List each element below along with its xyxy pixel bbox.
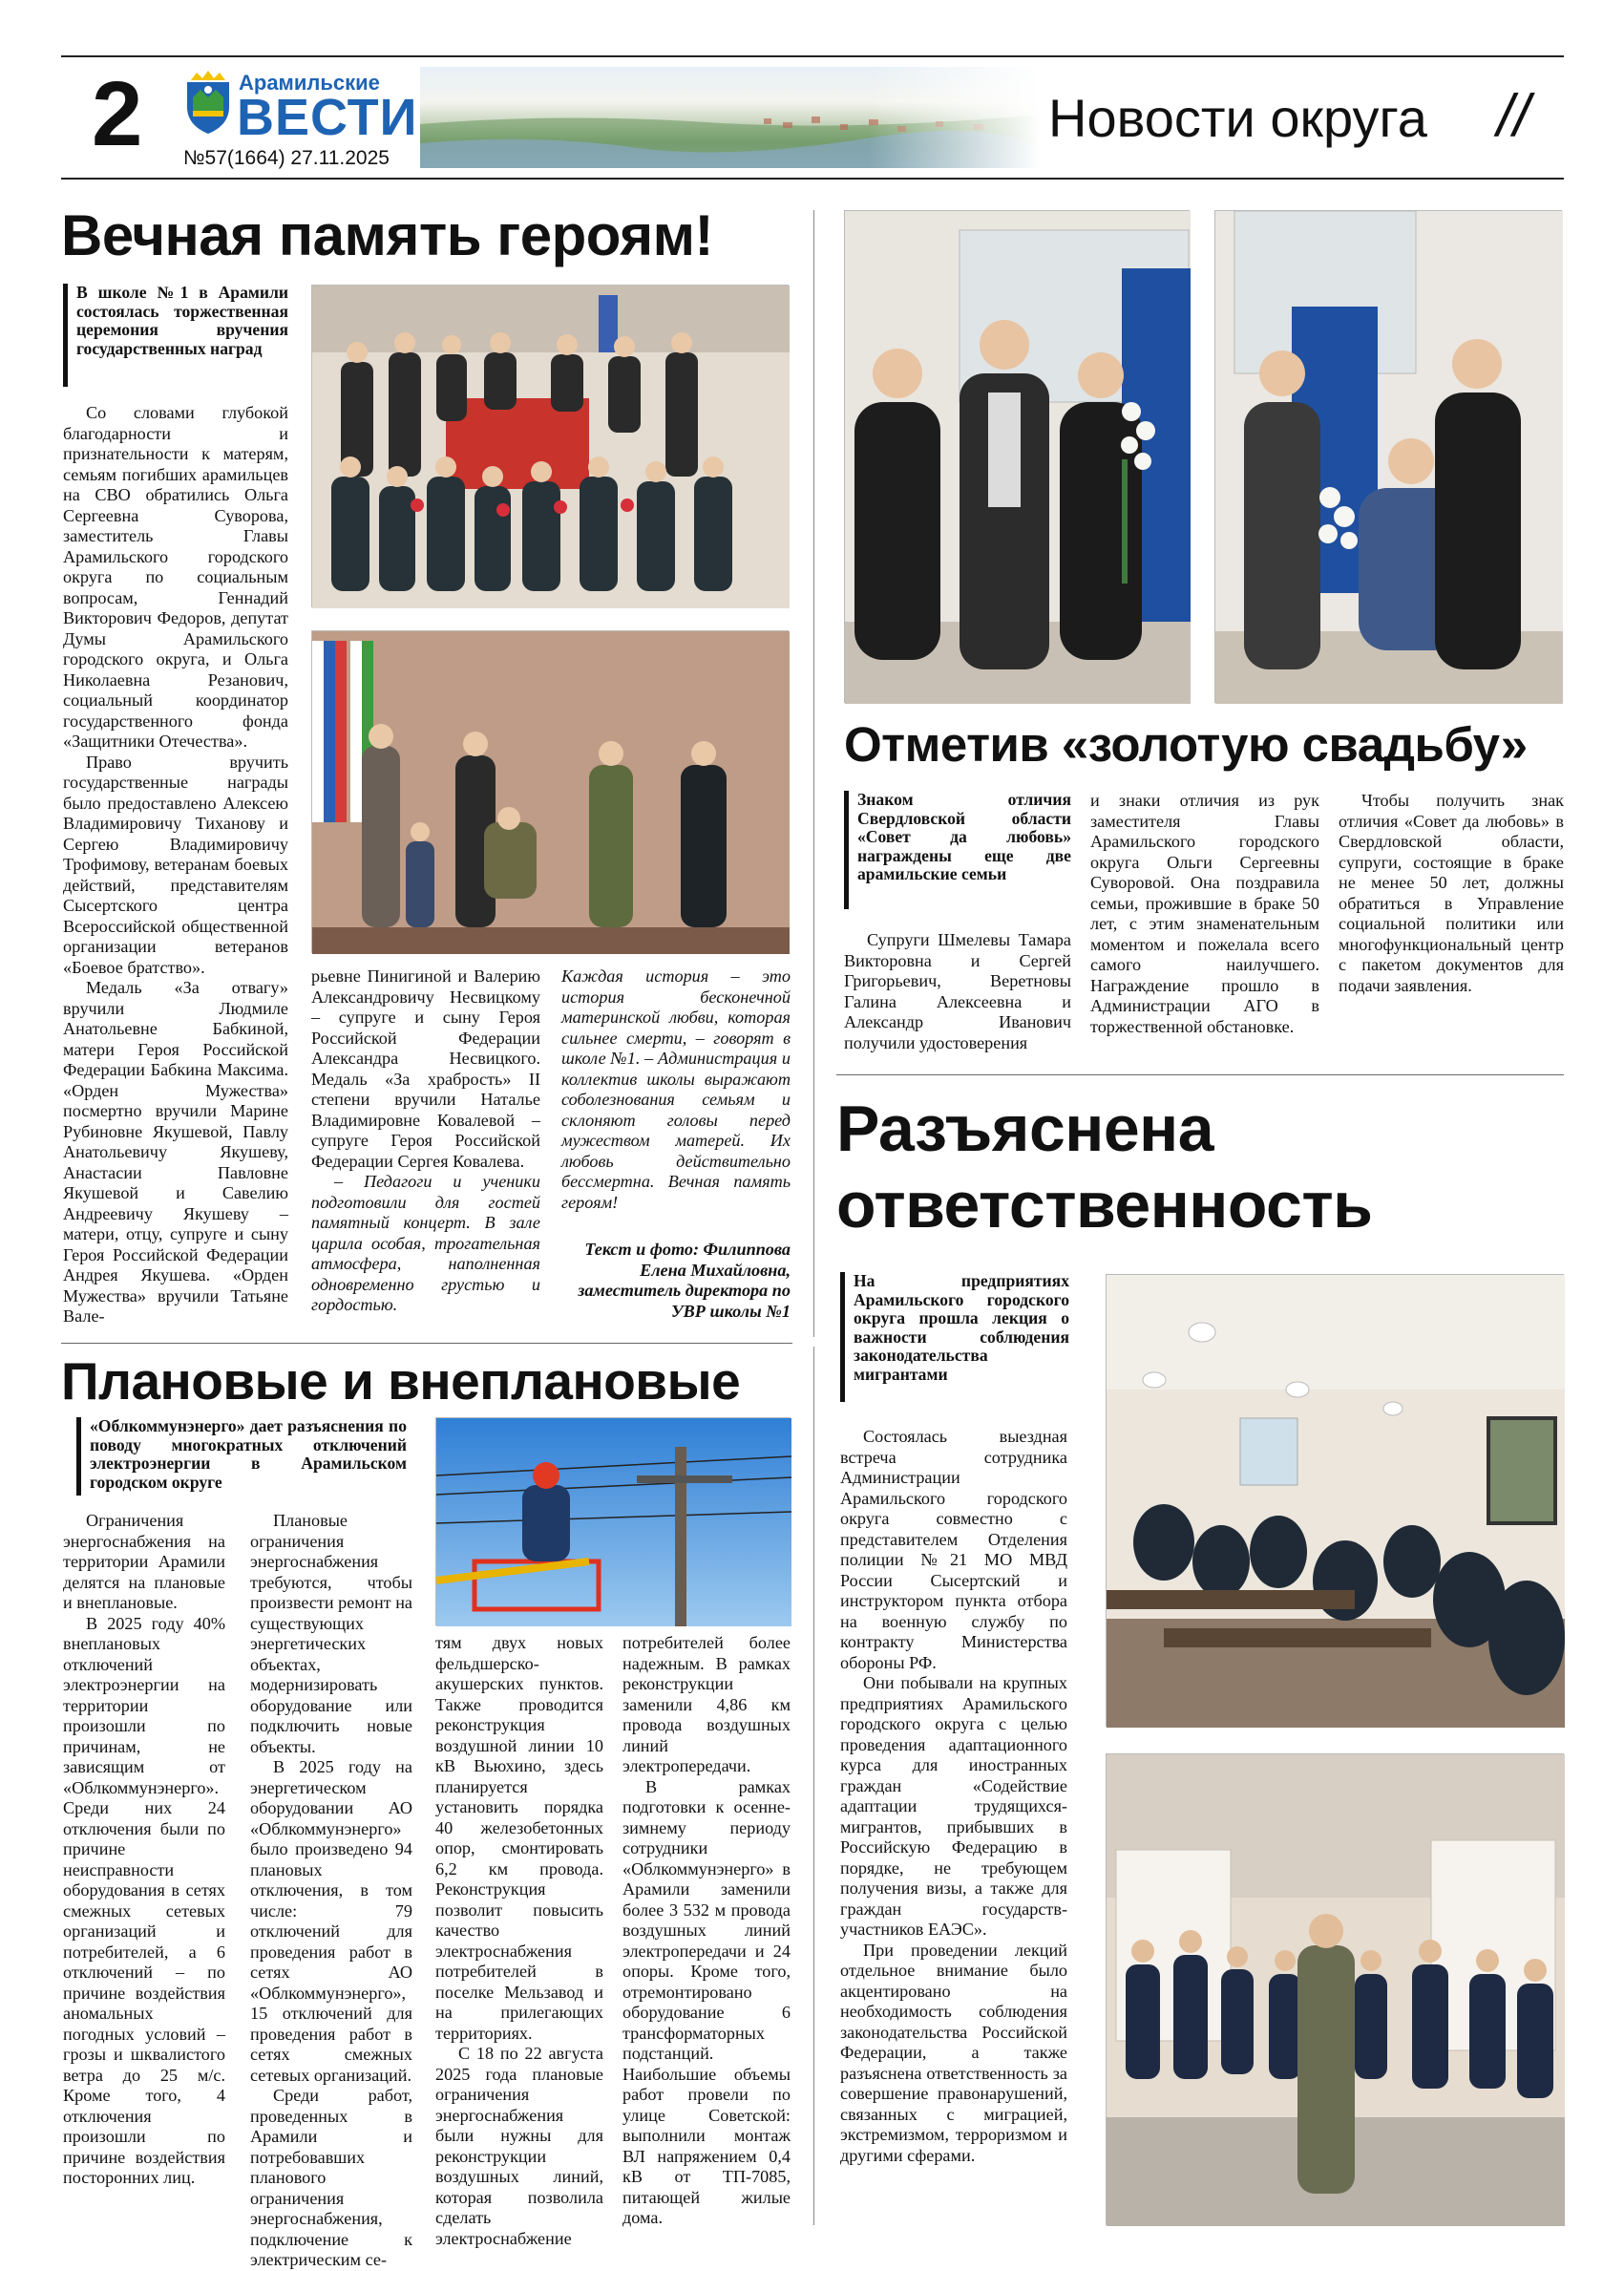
article4-headline-line1: Разъяснена: [836, 1093, 1214, 1165]
award-ceremony-group-photo: [311, 285, 789, 607]
article3-divider: [813, 1347, 814, 2225]
article3-col1: [63, 1511, 225, 2227]
article3-col1-p1: Ограничения энергоснабжения на территории Арамили делятся на плановые и внеплановые.: [63, 1511, 225, 1612]
golden-wedding-photo-1: [844, 210, 1190, 703]
article4-lead: На предприятиях Арамильского городского округа прошла лекция о важности соблюдения законодательства мигрантами: [840, 1272, 1069, 1402]
power-line-drawing: [436, 1418, 791, 1626]
top-rule: [61, 55, 1564, 57]
issue-info: №57(1664) 27.11.2025: [183, 147, 390, 169]
article1-col1-p1: Со словами глубокой благодарности и признательности к матерям, семьям погибших арамильцев на СВО обратились Ольга Сергеевна Суворова, заместитель Главы Арамильского городского округа по социальным вопросам, Геннадий Викторович Федоров, депутат Думы Арамильского городского округа, и Ольга Николаевна Резанович, социальный координатор государственного фонда «Защитники Отечества».: [63, 403, 288, 751]
article1-signature: Текст и фото: Филиппова Елена Михайловна, заместитель директора по УВР школы №1: [578, 1240, 791, 1321]
article3-col2-p2: В 2025 году на энергетическом оборудовании АО «Облкоммунэнерго» было произведено 94 плановых отключения, в том числе: 79 отключений для проведения работ в сетях АО «Облкоммунэнерго», 15 отключений для проведения работ в сетях смежных сетевых организаций.: [250, 1757, 412, 2085]
power-line-repair-photo: [435, 1417, 791, 1625]
lecture-hall-photo: [1106, 1274, 1564, 1727]
masthead-landscape-photo: [420, 67, 1041, 168]
article3-col3: [435, 1633, 603, 2248]
group-photo-drawing: [312, 286, 790, 608]
article1-lead: В школе №1 в Арамили состоялась торжественная церемония вручения государственных наград: [63, 284, 288, 387]
golden-wedding-drawing-2: [1215, 211, 1563, 704]
article3-headline: Плановые и внеплановые: [61, 1351, 741, 1411]
article2-col3-p1: Чтобы получить знак отличия «Совет да любовь» в Свердловской области, супруги, состоящие в браке не менее 50 лет, должны обратиться в Управление социальной политики или многофункциональный центр с пакетом документов для подачи заявления.: [1339, 791, 1564, 995]
article4-col1-p2: Они побывали на крупных предприятиях Арамильского городского округа с целью проведения адаптационного курса для иностранных граждан «Содействие адаптации трудящихся-мигрантов, прибывших в Российскую Федерацию в порядке, не требующем получения визы, а также для граждан государств-участников ЕАЭС».: [840, 1673, 1067, 1939]
golden-wedding-drawing-1: [845, 211, 1191, 704]
golden-wedding-photo-2: [1214, 210, 1562, 703]
article2-headline: Отметив «золотую свадьбу»: [844, 717, 1528, 772]
page-number: 2: [92, 63, 143, 165]
article1-headline: Вечная память героям!: [61, 203, 714, 267]
article2-lead: Знаком отличия Свердловской области «Совет да любовь» награждены еще две арамильские семьи: [844, 791, 1071, 909]
article4-col1-p3: При проведении лекций отдельное внимание было акцентировано на необходимость соблюдения законодательства Российской Федерации, а также разъяснена ответственность за совершение правонарушений, связанных с миграцией, экстремизмом, терроризмом и другими сферами.: [840, 1940, 1067, 2165]
article3-col4: [622, 1633, 791, 2225]
coat-of-arms-icon: [183, 69, 233, 136]
warehouse-lecture-photo: [1106, 1753, 1564, 2225]
article4-col1: [840, 1427, 1067, 2229]
presentation-photo-drawing: [312, 631, 790, 954]
article3-col2-p3: Среди работ, проведенных в Арамили и потребовавших планового ограничения энергоснабжения, подключение к электрическим се-: [250, 2086, 412, 2269]
section-title: Новости округа: [1048, 88, 1427, 148]
article2-col2: [1090, 791, 1319, 1058]
masthead-bottom-rule: [61, 178, 1564, 180]
section-mark: //: [1497, 83, 1530, 149]
article3-col4-p1: потребителей более надежным. В рамках реконструкции заменили 4,86 км провода воздушных линий электропередачи.: [622, 1633, 791, 1775]
article1-col3: [561, 966, 791, 1331]
article2-col1: [844, 930, 1071, 1054]
award-presentation-photo: [311, 630, 789, 953]
newspaper-logo: [183, 69, 418, 146]
article1-col1: [63, 403, 288, 1329]
lecture-hall-drawing: [1107, 1275, 1565, 1728]
article4-col1-p1: Состоялась выездная встреча сотрудника Администрации Арамильского городского округа совместно с представителем Отделения полиции №21 МО МВД России Сысертский и инструктором пункта отбора на военную службу по контракту Министерства обороны РФ.: [840, 1427, 1067, 1672]
article3-col2: [250, 1511, 412, 2269]
warehouse-lecture-drawing: [1107, 1754, 1565, 2226]
article1-col2-p1: рьевне Пинигиной и Валерию Александровичу Несвицкому – супруге и сыну Героя Российской Федерации Александра Несвицкого. Медаль «За храбрость» II степени вручили Наталье Владимировне Ковалевой – супруге Героя Российской Федерации Сергея Ковалева.: [311, 966, 540, 1171]
article2-col1-p1: Супруги Шмелевы Тамара Викторовна и Сергей Григорьевич, Веретновы Галина Алексеевна и Александр Иванович получили удостоверения: [844, 930, 1071, 1052]
article2-bottom-rule: [836, 1074, 1564, 1075]
article1-bottom-rule: [61, 1343, 792, 1344]
article3-col3-p2: С 18 по 22 августа 2025 года плановые ограничения энергоснабжения были нужны для реконструкции воздушных линий, которая позволила сделать электроснабжение: [435, 2044, 603, 2248]
logo-top-text: Арамильские: [239, 71, 380, 95]
article3-col2-p1: Плановые ограничения энергоснабжения требуются, чтобы произвести ремонт на существующих энергетических объектах, модернизировать оборудование или подключить новые объекты.: [250, 1511, 412, 1756]
article4-headline-line2: ответственность: [836, 1169, 1373, 1242]
article2-col3: [1339, 791, 1564, 1058]
article1-col1-p2: Право вручить государственные награды было предоставлено Алексею Владимировичу Тиханову и Сергею Владимировичу Трофимову, ветеранам боевых действий, представителям Сысертского центра Всероссийской общественной организации ветеранов «Боевое братство».: [63, 752, 288, 977]
article1-col2: [311, 966, 540, 1329]
article3-col1-p2: В 2025 году 40% внеплановых отключений электроэнергии на территории произошли по причинам, не зависящим от «Облкоммунэнерго». Среди них 24 отключения были по причине неисправности оборудования в сетях смежных сетевых организаций и потребителей, а 6 отключений – по причине воздействия аномальных погодных условий – грозы и шквалистого ветра до 25 м/с. Кроме того, 4 отключения произошли по причине воздействия посторонних лиц.: [63, 1613, 225, 2187]
article1-col2-p2: – Педагоги и ученики подготовили для гостей памятный концерт. В зале царила особая, трогательная атмосфера, наполненная одновременно грустью и гордостью.: [311, 1172, 540, 1314]
article2-col2-p1: и знаки отличия из рук заместителя Главы Арамильского городского округа Ольги Сергеевны Суворовой. Она поздравила семьи, прожившие в браке 50 лет, с этим знаменательным моментом и пожелала всего самого наилучшего. Награждение прошло в Администрации АГО в торжественной обстановке.: [1090, 791, 1319, 1036]
article3-col3-p1: тям двух новых фельдшерско-акушерских пунктов. Также проводится реконструкция воздушной линии 10 кВ Вьюхино, здесь планируется установить порядка 40 железобетонных опор, смонтировать 6,2 км провода. Реконструкция позволит повысить качество электроснабжения потребителей в поселке Мельзавод и на прилегающих территориях.: [435, 1633, 603, 2043]
article1-col3-p1: Каждая история – это история бесконечной материнской любви, которая сильнее смерти, – говорят в школе №1. – Администрация и коллектив школы выражают соболезнования семьям и склоняют головы перед мужеством матерей. Их любовь действительно бессмертна. Вечная память героям!: [561, 966, 791, 1212]
article1-col1-p3: Медаль «За отвагу» вручили Людмиле Анатольевне Бабкиной, матери Героя Российской Федерации Бабкина Максима. «Орден Мужества» посмертно вручили Марине Рубиновне Якушевой, Павлу Анатольевичу Якушеву, Анастасии Павловне Якушевой и Савелию Андреевичу Якушеву – матери, отцу, супруге и сыну Героя Российской Федерации Андрея Якушева. «Орден Мужества» вручили Татьяне Вале-: [63, 978, 288, 1326]
logo-main-text: ВЕСТИ: [237, 89, 418, 146]
article3-col4-p2: В рамках подготовки к осенне-зимнему периоду сотрудники «Облкоммунэнерго» в Арамили заменили более 3 532 м провода воздушных линий электропередачи и 24 опоры. Кроме того, отремонтировано оборудование 6 трансформаторных подстанций. Наибольшие объемы работ провели по улице Советской: выполнили монтаж ВЛ напряжением 0,4 кВ от ТП-7085, питающей жилые дома.: [622, 1776, 791, 2227]
article3-lead: «Облкоммунэнерго» дает разъяснения по поводу многократных отключений электроэнергии в Арамильском городском округе: [76, 1417, 407, 1496]
column-divider: [813, 210, 814, 1337]
